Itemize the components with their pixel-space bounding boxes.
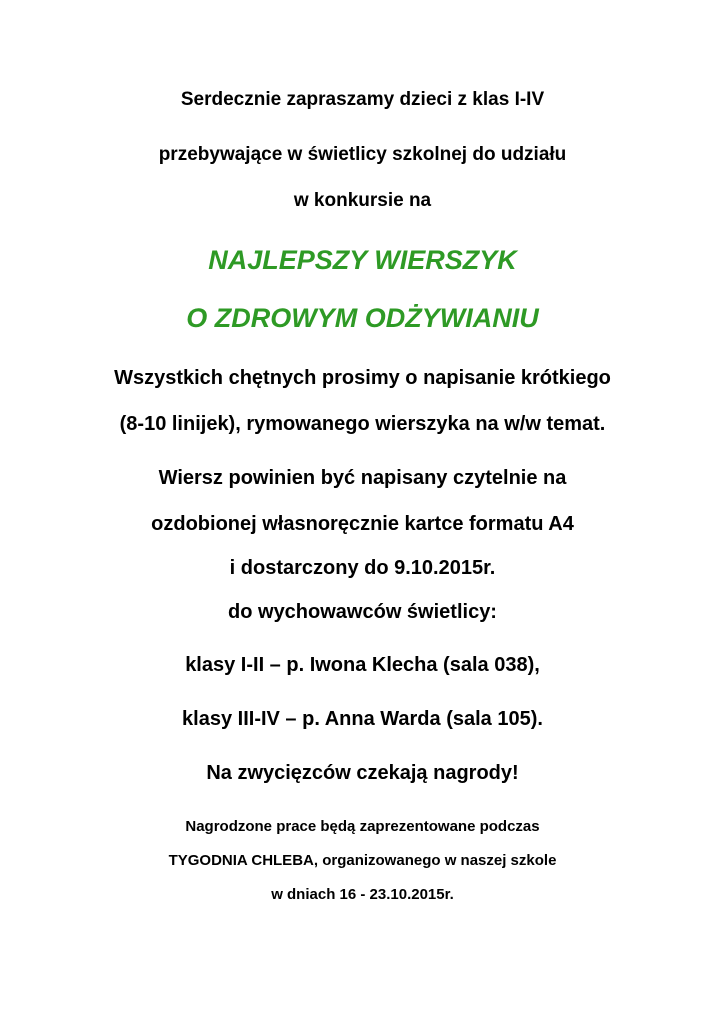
prizes-line: Na zwycięzców czekają nagrody! (206, 762, 519, 784)
request-line-1: Wszystkich chętnych prosimy o napisanie krótkiego (114, 367, 611, 389)
invitation-line-3: w konkursie na (293, 190, 432, 211)
request-line-2: (8-10 linijek), rymowanego wierszyka na w/w temat. (119, 413, 606, 435)
presentation-line-3: w dniach 16 - 23.10.2015r. (271, 886, 454, 903)
contact-line-1: klasy I-II – p. Iwona Klecha (sala 038), (185, 654, 540, 676)
invitation-line-1: Serdecznie zapraszamy dzieci z klas I-IV (180, 89, 545, 110)
requirements-line-1: Wiersz powinien być napisany czytelnie na (158, 467, 567, 489)
presentation-line-1: Nagrodzone prace będą zaprezentowane podczas (185, 818, 540, 835)
invitation-line-2: przebywające w świetlicy szkolnej do udziału (158, 144, 567, 165)
contact-line-2: klasy III-IV – p. Anna Warda (sala 105). (182, 708, 543, 730)
requirements-line-4: do wychowawców świetlicy: (228, 601, 497, 623)
requirements-line-3: i dostarczony do 9.10.2015r. (229, 557, 496, 579)
requirements-line-2: ozdobionej własnoręcznie kartce formatu A4 (151, 513, 574, 535)
presentation-line-2: TYGODNIA CHLEBA, organizowanego w naszej szkole (168, 852, 557, 869)
contest-title-line-2: O ZDROWYM ODŻYWIANIU (186, 303, 539, 333)
contest-title-line-1: NAJLEPSZY WIERSZYK (208, 245, 517, 275)
